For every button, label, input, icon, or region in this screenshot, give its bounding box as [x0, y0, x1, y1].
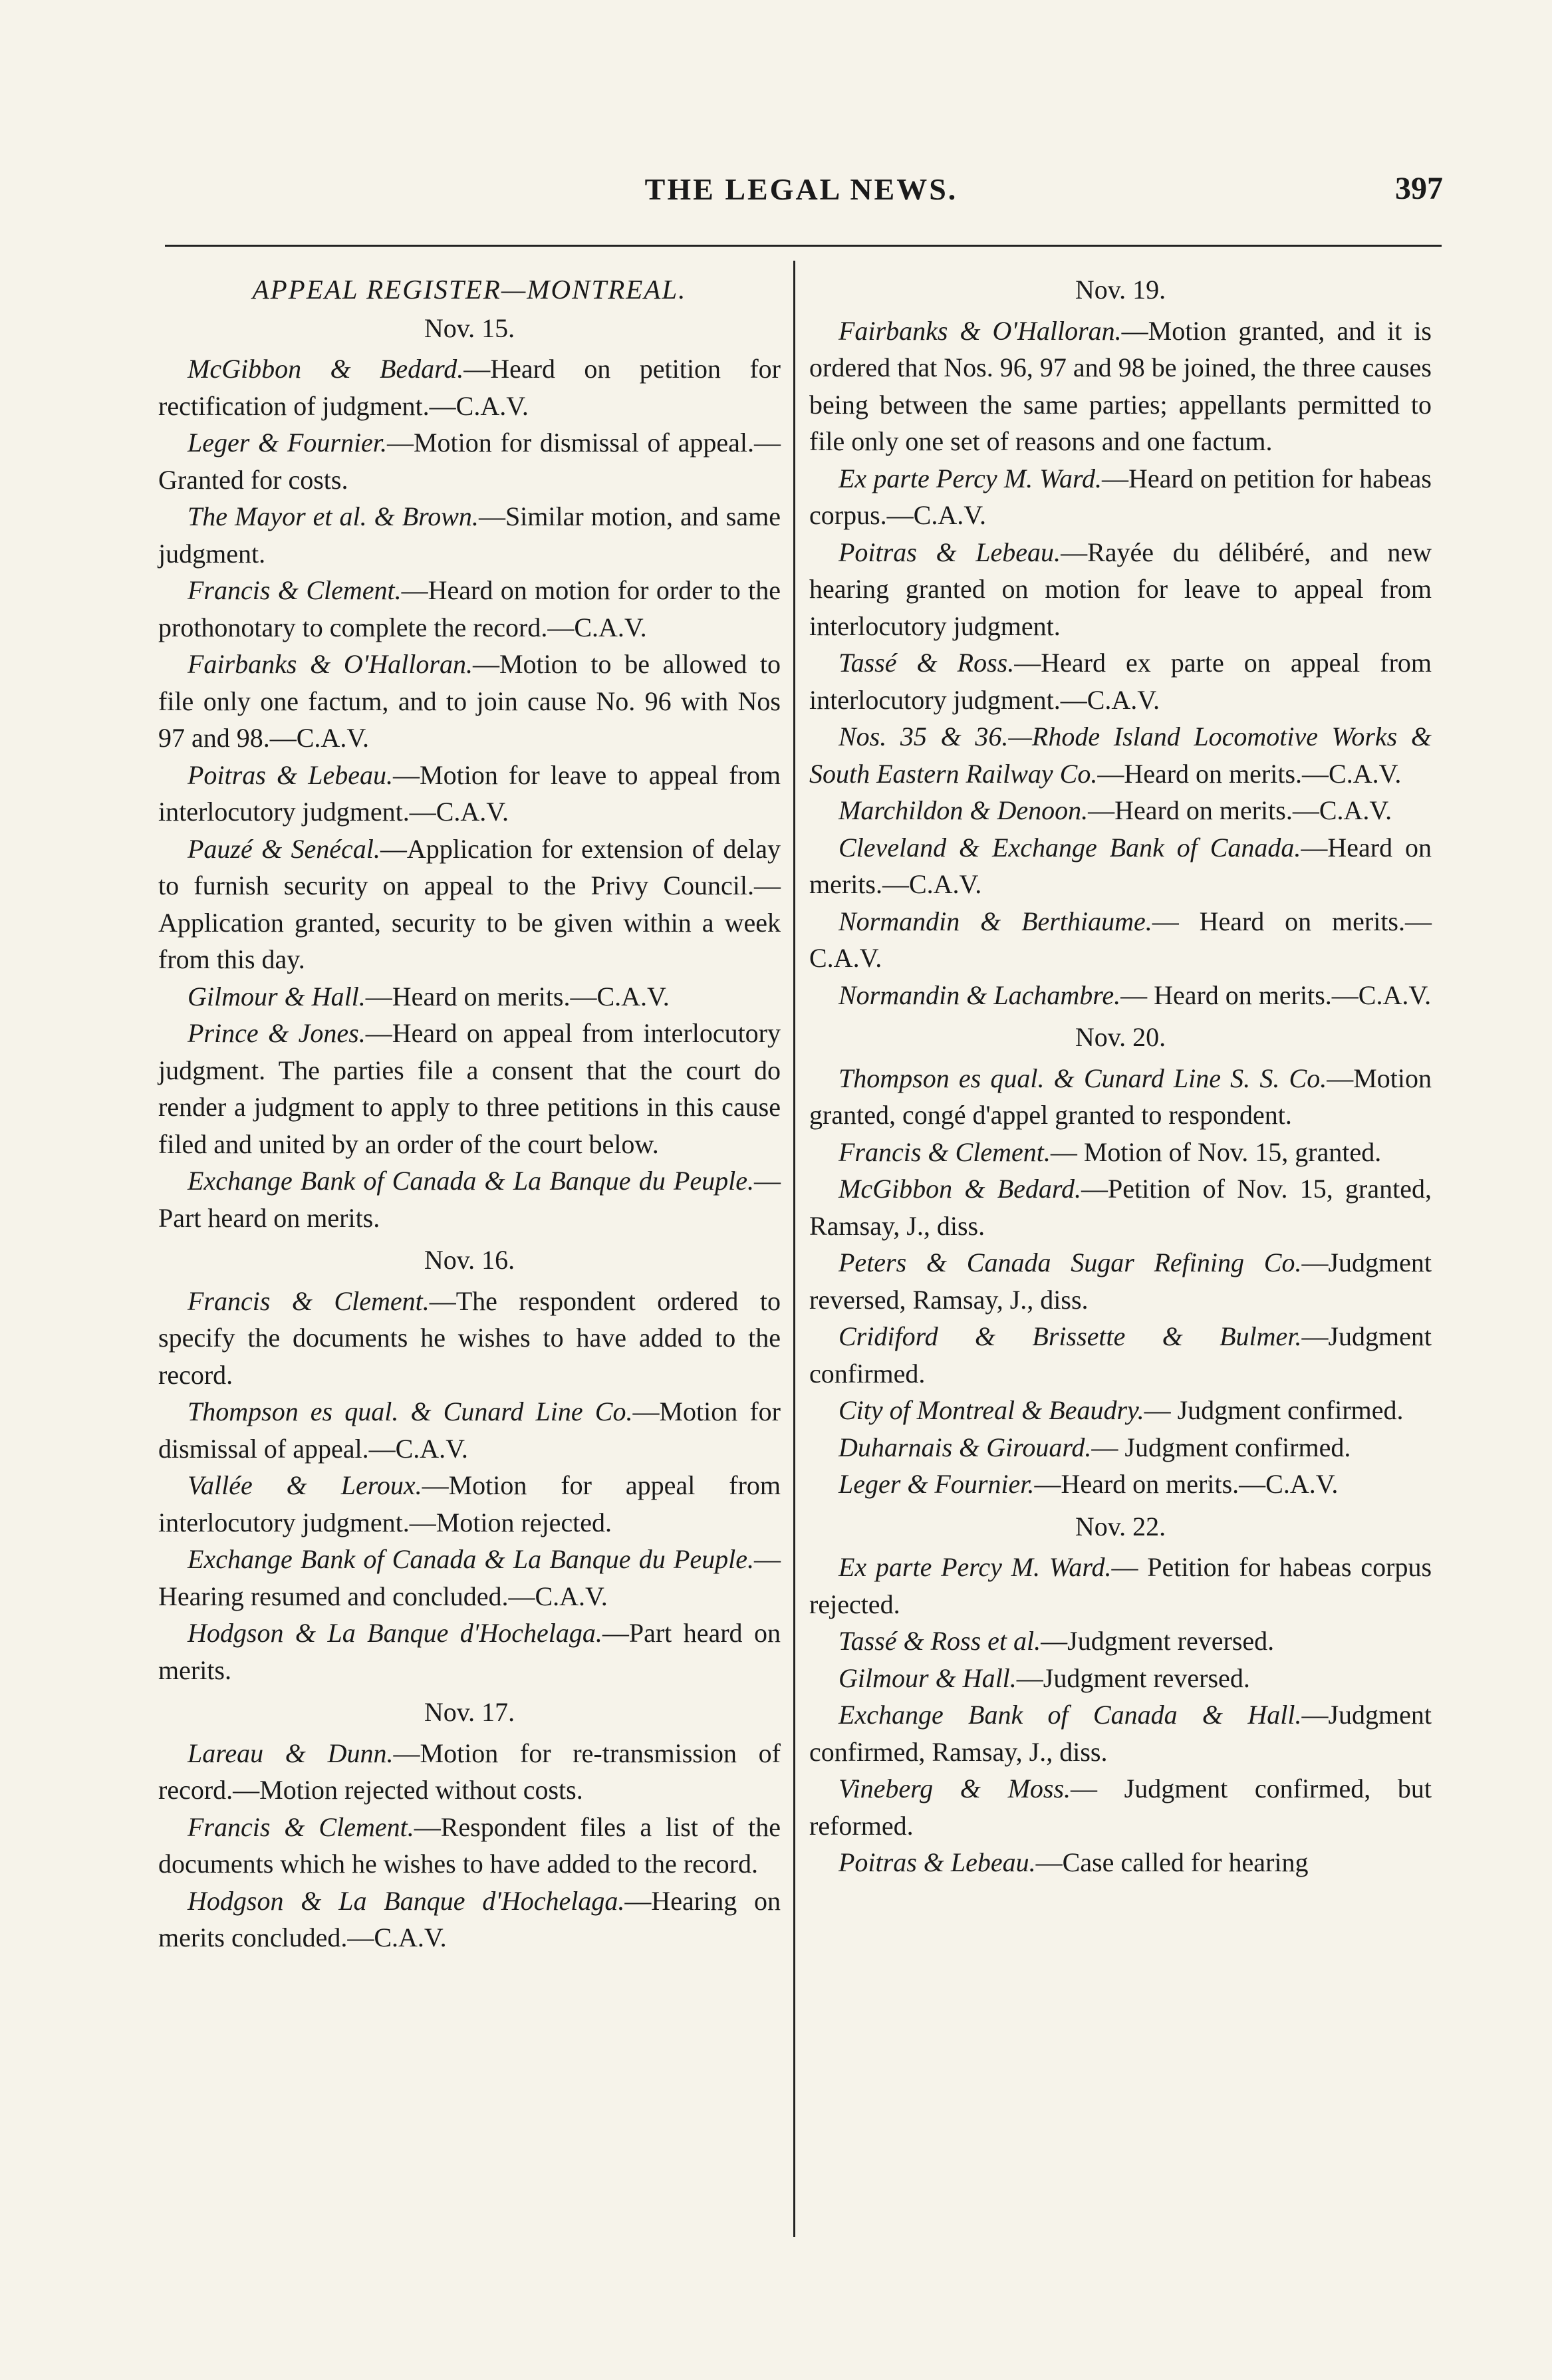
register-entry: [809, 1429, 1432, 1466]
date-heading: Nov. 22.: [1075, 1511, 1166, 1541]
case-name: Vineberg & Moss.: [839, 1774, 1071, 1803]
entry-text: —Motion granted, congé d'appel granted to respondent.: [809, 1063, 1432, 1130]
register-entry: [158, 1467, 781, 1541]
case-name: Gilmour & Hall.: [188, 981, 366, 1011]
entry-text: —Heard on petition for habeas corpus.—C.A.V.: [809, 463, 1432, 530]
case-name: Francis & Clement.: [839, 1136, 1051, 1167]
case-name: Leger & Fournier.: [188, 428, 387, 458]
page-number: 397: [1395, 171, 1443, 206]
entry-text: —Hearing on merits concluded.—C.A.V.: [158, 1885, 781, 1952]
entry-text: — Heard on merits.—C.A.V.: [809, 906, 1432, 973]
entry-text: —Judgment reversed, Ramsay, J., diss.: [809, 1248, 1432, 1315]
entry-text: —Part heard on merits.: [158, 1166, 781, 1233]
register-entry: [809, 1844, 1432, 1881]
register-entry: [158, 350, 781, 424]
entry-text: —Heard on merits.—C.A.V.: [809, 832, 1432, 899]
entry-text: — Heard on merits.—C.A.V.: [1120, 980, 1432, 1010]
register-entry: [158, 1015, 781, 1162]
entry-text: —Motion granted, and it is ordered that Nos. 96, 97 and 98 be joined, the three causes being between the same parties; appellants permitted to file only one set of reasons and one factum.: [809, 315, 1432, 456]
entry-text: —Heard on merits.—C.A.V.: [1034, 1469, 1339, 1499]
register-entry: [809, 1770, 1432, 1844]
entry-text: —Similar motion, and same judgment.: [158, 501, 781, 569]
register-entry: [809, 534, 1432, 645]
register-entry: [809, 977, 1432, 1014]
register-entry: [158, 1809, 781, 1883]
register-entry: [809, 313, 1432, 460]
register-entry: [158, 1735, 781, 1809]
register-entry: [158, 424, 781, 498]
case-name: Francis & Clement.: [188, 575, 402, 605]
case-name: Leger & Fournier.: [839, 1469, 1035, 1499]
register-entry: [809, 1623, 1432, 1660]
section-title: APPEAL REGISTER—MONTREAL.: [252, 274, 687, 305]
entry-text: —Heard on merits.—C.A.V.: [365, 981, 670, 1011]
entry-text: —Heard ex parte on appeal from interlocutory judgment.—C.A.V.: [809, 648, 1432, 715]
entry-text: —Motion for dismissal of appeal.—Granted for costs.: [158, 428, 781, 495]
entry-text: —Hearing resumed and concluded.—C.A.V.: [158, 1544, 781, 1611]
case-name: Nos. 35 & 36.—Rhode Island Locomotive Works & South Eastern Railway Co.: [809, 722, 1432, 789]
register-entry: [809, 644, 1432, 718]
entry-text: — Petition for habeas corpus rejected.: [809, 1552, 1432, 1619]
case-name: Cleveland & Exchange Bank of Canada.: [839, 832, 1301, 862]
case-name: Thompson es qual. & Cunard Line S. S. Co.: [839, 1063, 1327, 1093]
register-entry: [809, 1134, 1432, 1171]
register-entry: [158, 1162, 781, 1236]
case-name: Cridiford & Brissette & Bulmer.: [839, 1321, 1302, 1351]
case-name: Poitras & Lebeau.: [188, 759, 394, 790]
case-name: Peters & Canada Sugar Refining Co.: [839, 1248, 1302, 1277]
case-name: Exchange Bank of Canada & La Banque du Peuple.: [188, 1166, 754, 1196]
register-entry: [158, 498, 781, 572]
entry-text: — Judgment confirmed.: [1091, 1432, 1351, 1462]
register-entry: [809, 460, 1432, 534]
entry-text: —Heard on merits.—C.A.V.: [1097, 758, 1402, 789]
register-entry: [809, 1244, 1432, 1318]
entry-text: —Motion for dismissal of appeal.—C.A.V.: [158, 1396, 781, 1464]
entry-text: —Part heard on merits.: [158, 1618, 781, 1685]
case-name: Hodgson & La Banque d'Hochelaga.: [188, 1618, 602, 1648]
entry-text: —Application for extension of delay to furnish security on appeal to the Privy Council.—Application granted, security to be given within a week from this day.: [158, 833, 781, 974]
register-entry: [158, 572, 781, 646]
register-entry: [809, 1392, 1432, 1429]
entry-text: —Heard on appeal from interlocutory judgment. The parties file a consent that the court do render a judgment to apply to three petitions in this cause filed and united by an order of the court below.: [158, 1018, 781, 1159]
case-name: Vallée & Leroux.: [188, 1470, 422, 1500]
case-name: City of Montreal & Beaudry.: [839, 1395, 1144, 1425]
entry-text: —Judgment reversed.: [1016, 1662, 1250, 1693]
case-name: Thompson es qual. & Cunard Line Co.: [188, 1396, 633, 1426]
register-entry: [158, 831, 781, 978]
date-heading: Nov. 16.: [424, 1245, 515, 1275]
entry-text: — Motion of Nov. 15, granted.: [1050, 1136, 1382, 1167]
entry-text: —Motion for leave to appeal from interlocutory judgment.—C.A.V.: [158, 759, 781, 827]
running-title: THE LEGAL NEWS.: [644, 172, 958, 206]
register-entry: [809, 903, 1432, 977]
case-name: Lareau & Dunn.: [188, 1738, 394, 1768]
register-entry: [809, 1060, 1432, 1134]
case-name: Fairbanks & O'Halloran.: [188, 649, 473, 679]
register-entry: [158, 646, 781, 757]
register-entry: [809, 1170, 1432, 1244]
case-name: Gilmour & Hall.: [839, 1662, 1017, 1693]
entry-text: — Judgment confirmed.: [1144, 1395, 1404, 1425]
entry-text: — Judgment confirmed, but reformed.: [809, 1774, 1432, 1841]
entry-text: —Respondent files a list of the documents which he wishes to have added to the record.: [158, 1811, 781, 1879]
entry-text: —Case called for hearing: [1035, 1847, 1309, 1877]
register-entry: [809, 718, 1432, 792]
case-name: Fairbanks & O'Halloran.: [839, 315, 1122, 346]
case-name: Tassé & Ross.: [839, 648, 1015, 678]
date-heading: Nov. 17.: [424, 1697, 515, 1727]
register-entry: [158, 1541, 781, 1615]
entry-text: —The respondent ordered to specify the documents he wishes to have added to the record.: [158, 1285, 781, 1390]
case-name: Normandin & Lachambre.: [839, 980, 1121, 1010]
case-name: Ex parte Percy M. Ward.: [839, 463, 1102, 493]
register-entry: [158, 1393, 781, 1467]
register-entry: [809, 1318, 1432, 1392]
entry-text: —Heard on petition for rectification of judgment.—C.A.V.: [158, 354, 781, 421]
entry-text: —Heard on motion for order to the prothonotary to complete the record.—C.A.V.: [158, 575, 781, 642]
register-entry: [809, 792, 1432, 829]
register-entry: [809, 829, 1432, 903]
left-column: [158, 271, 781, 1956]
case-name: The Mayor et al. & Brown.: [188, 501, 479, 531]
register-entry: [809, 1466, 1432, 1503]
case-name: Duharnais & Girouard.: [839, 1432, 1092, 1462]
entry-text: —Judgment reversed.: [1041, 1626, 1275, 1656]
case-name: Francis & Clement.: [188, 1285, 430, 1316]
entry-text: —Motion for appeal from interlocutory judgment.—Motion rejected.: [158, 1470, 781, 1537]
case-name: Poitras & Lebeau.: [839, 537, 1061, 567]
date-heading: Nov. 15.: [424, 313, 515, 343]
entry-text: —Rayée du délibéré, and new hearing granted on motion for leave to appeal from interlocutory judgment.: [809, 537, 1432, 641]
case-name: Prince & Jones.: [188, 1018, 366, 1048]
case-name: Exchange Bank of Canada & Hall.: [839, 1700, 1302, 1730]
entry-text: —Motion to be allowed to file only one factum, and to join cause No. 96 with Nos 97 and 98.—C.A.V.: [158, 649, 781, 753]
register-entry: [809, 1549, 1432, 1623]
entry-text: —Judgment confirmed, Ramsay, J., diss.: [809, 1700, 1432, 1767]
register-entry: [158, 1883, 781, 1956]
date-heading: Nov. 19.: [1075, 275, 1166, 305]
case-name: Tassé & Ross et al.: [839, 1626, 1041, 1656]
column-divider: [793, 261, 795, 2237]
register-entry: [158, 757, 781, 831]
case-name: Exchange Bank of Canada & La Banque du Peuple.: [188, 1544, 754, 1574]
register-entry: [158, 978, 781, 1015]
register-entry: [809, 1660, 1432, 1697]
case-name: McGibbon & Bedard.: [839, 1174, 1081, 1204]
entry-text: —Petition of Nov. 15, granted, Ramsay, J., diss.: [809, 1174, 1432, 1241]
entry-text: —Heard on merits.—C.A.V.: [1088, 795, 1392, 825]
header-rule: [165, 245, 1442, 247]
right-column: [809, 271, 1432, 1881]
entry-text: —Judgment confirmed.: [809, 1321, 1432, 1388]
register-entry: [809, 1696, 1432, 1770]
case-name: Ex parte Percy M. Ward.: [839, 1552, 1112, 1582]
case-name: Hodgson & La Banque d'Hochelaga.: [188, 1885, 625, 1916]
case-name: McGibbon & Bedard.: [188, 354, 464, 384]
case-name: Marchildon & Denoon.: [839, 795, 1089, 825]
case-name: Francis & Clement.: [188, 1811, 414, 1842]
page-header: [160, 160, 1443, 213]
case-name: Normandin & Berthiaume.: [839, 906, 1152, 936]
case-name: Pauzé & Senécal.: [188, 833, 380, 864]
case-name: Poitras & Lebeau.: [839, 1847, 1036, 1877]
date-heading: Nov. 20.: [1075, 1022, 1166, 1052]
entry-text: —Motion for re-transmission of record.—Motion rejected without costs.: [158, 1738, 781, 1805]
register-entry: [158, 1615, 781, 1688]
register-entry: [158, 1283, 781, 1394]
